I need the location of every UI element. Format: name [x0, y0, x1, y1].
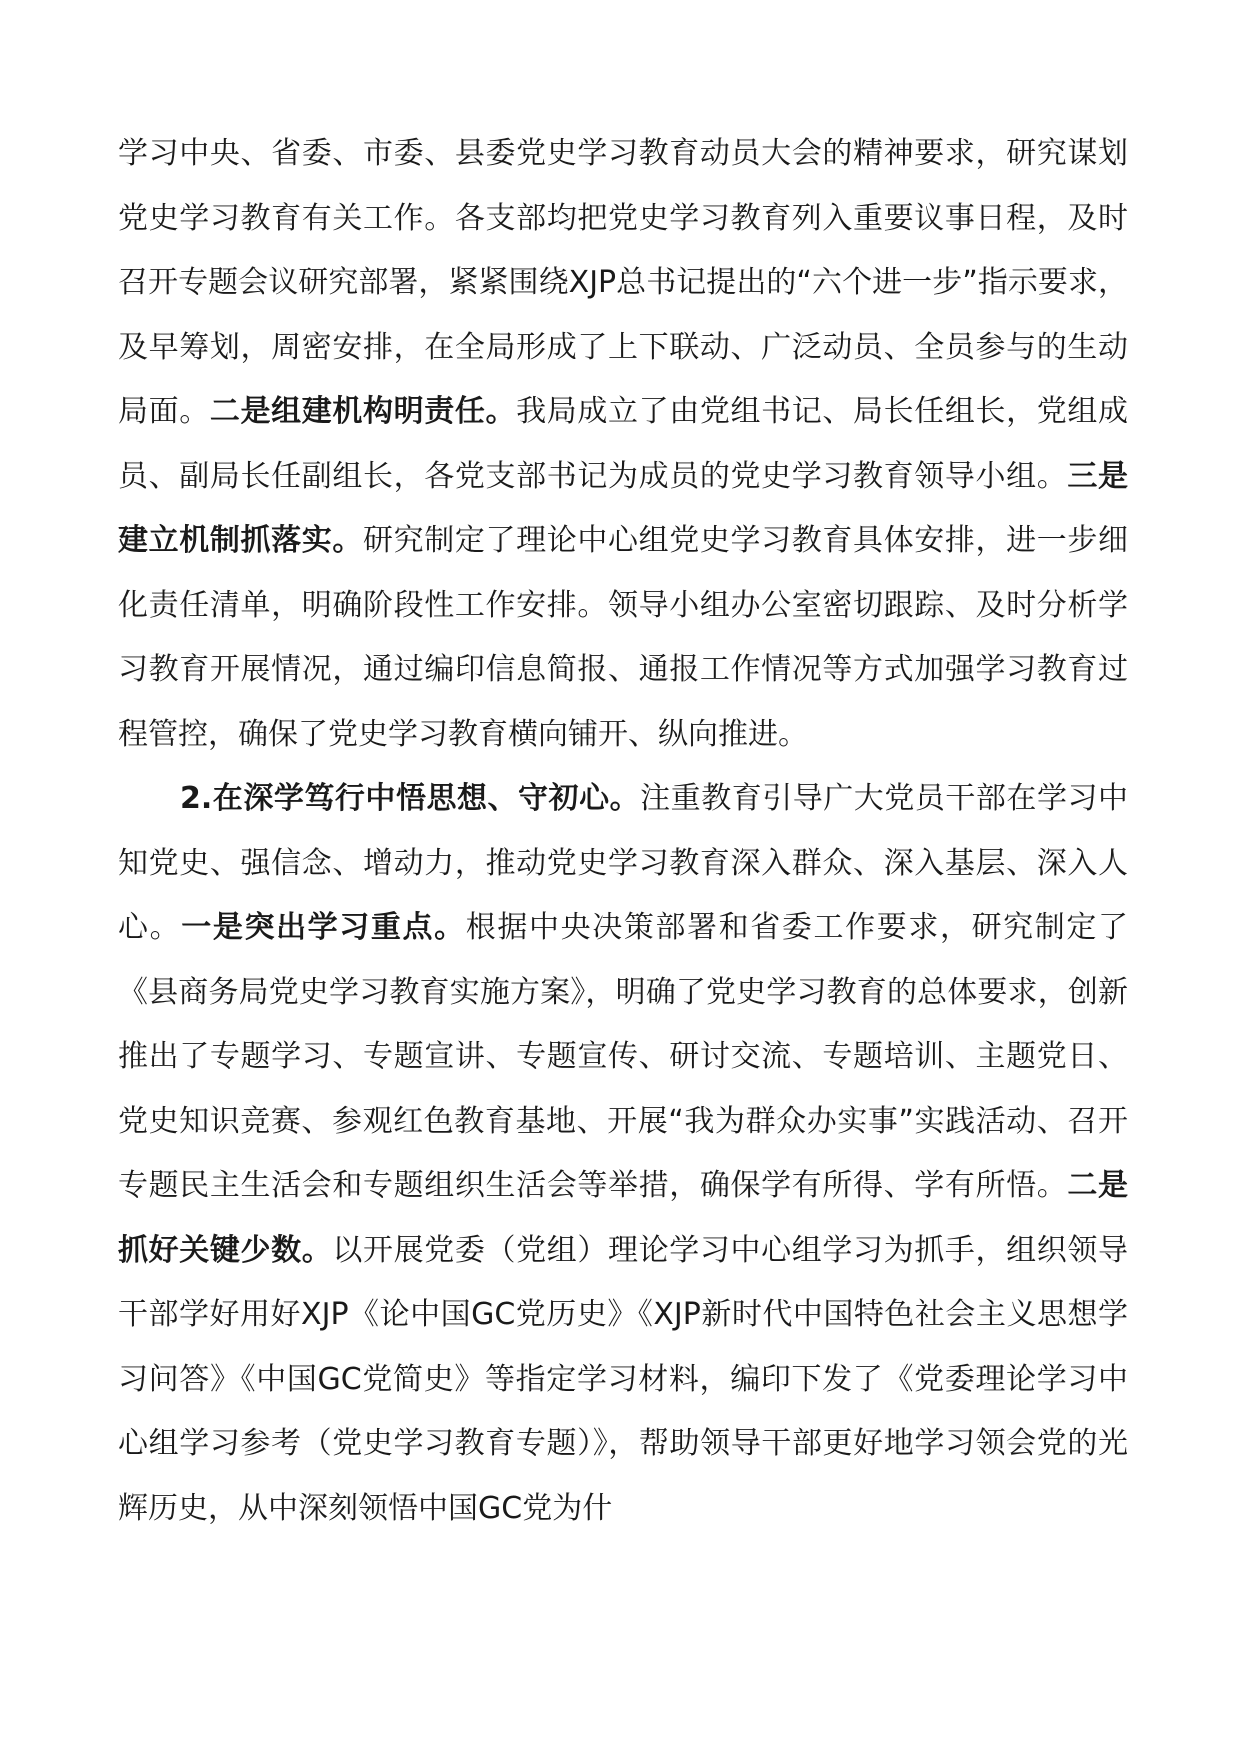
paragraph-1-text-3: 研究制定了理论中心组党史学习教育具体安排，进一步细化责任清单，明确阶段性工作安排。领导小组办公室密切跟踪、及时分析学习教育开展情况，通过编印信息简报、通报工作情况等方式加强学习教育过程管控，确保了党史学习教育横向铺开、纵向推进。: [118, 523, 1128, 752]
heading-establish-mechanism: 三是建立机制抓落实。: [118, 458, 1128, 558]
paragraph-1-text-2: 我局成立了由党组书记、局长任组长，党组成员、副局长任副组长，各党支部书记为成员的党史学习教育领导小组。: [118, 394, 1128, 494]
heading-key-minority: 二是抓好关键少数。: [118, 1168, 1128, 1268]
heading-highlight-focus: 一是突出学习重点。: [181, 910, 466, 945]
paragraph-2-text-2: 根据中央决策部署和省委工作要求，研究制定了《县商务局党史学习教育实施方案》，明确了党史学习教育的总体要求，创新推出了专题学习、专题宣讲、专题宣传、研讨交流、专题培训、主题党日、党史知识竞赛、参观红色教育基地、开展“我为群众办实事”实践活动、召开专题民主生活会和专题组织生活会等举措，确保学有所得、学有所悟。: [118, 910, 1129, 1203]
heading-establish-organization: 二是组建机构明责任。: [209, 394, 517, 429]
paragraph-1-text-1: 学习中央、省委、市委、县委党史学习教育动员大会的精神要求，研究谋划党史学习教育有关工作。各支部均把党史学习教育列入重要议事日程，及时召开专题会议研究部署，紧紧围绕XJP总书记提出的“六个进一步”指示要求，及早筹划，周密安排，在全局形成了上下联动、广泛动员、全员参与的生动局面。: [118, 136, 1128, 429]
section-heading-2: 2.在深学笃行中悟思想、守初心。: [180, 781, 641, 816]
paragraph-2-text-3: 以开展党委（党组）理论学习中心组学习为抓手，组织领导干部学好用好XJP《论中国GC党历史》《XJP新时代中国特色社会主义思想学习问答》《中国GC党简史》等指定学习材料，编印下发了《党委理论学习中心组学习参考（党史学习教育专题）》，帮助领导干部更好地学习领会党的光辉历史，从中深刻领悟中国GC党为什: [118, 1232, 1128, 1526]
paragraph-1: [118, 122, 1128, 767]
paragraph-2: [118, 767, 1128, 1541]
paragraph-2-text-1: 注重教育引导广大党员干部在学习中知党史、强信念、增动力，推动党史学习教育深入群众、深入基层、深入人心。: [118, 781, 1128, 945]
document-page: [118, 122, 1128, 1541]
